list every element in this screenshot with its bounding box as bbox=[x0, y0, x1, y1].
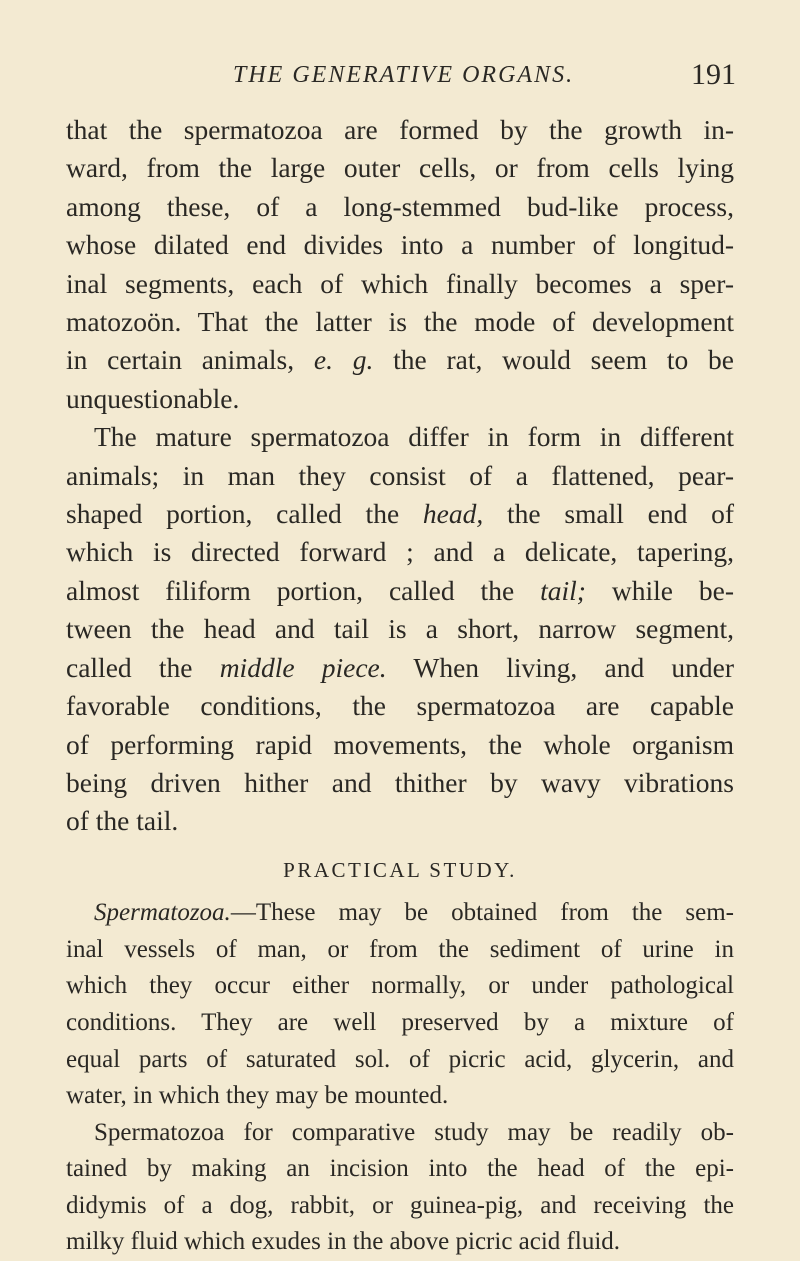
text-line: which they occur either normally, or under pathological bbox=[66, 972, 734, 1000]
text-line: tween the head and tail is a short, narrow segment, bbox=[66, 613, 734, 645]
italic-term-tail: tail; bbox=[540, 574, 586, 606]
text-line: favorable conditions, the spermatozoa are capable bbox=[66, 690, 734, 722]
text-line: ward, from the large outer cells, or from cells lying bbox=[66, 152, 734, 184]
section-heading: PRACTICAL STUDY. bbox=[283, 857, 517, 882]
text-run: almost filiform portion, called the bbox=[66, 574, 515, 606]
text-line bbox=[66, 895, 734, 932]
text-line: of performing rapid movements, the whole organism bbox=[66, 728, 734, 760]
text-line: inal segments, each of which finally becomes a sper- bbox=[66, 267, 734, 299]
text-line bbox=[66, 341, 734, 379]
text-line: that the spermatozoa are formed by the growth in- bbox=[66, 114, 734, 145]
italic-abbreviation: e. g. bbox=[313, 344, 374, 376]
text-line: Spermatozoa for comparative study may be readily ob- bbox=[94, 1118, 734, 1146]
paragraph-continuation bbox=[66, 111, 734, 418]
text-line bbox=[66, 495, 734, 533]
text-line bbox=[66, 649, 734, 687]
text-line: milky fluid which exudes in the above picric acid fluid. bbox=[66, 1228, 621, 1256]
text-line: matozoön. That the latter is the mode of development bbox=[66, 306, 734, 338]
text-line: whose dilated end divides into a number of longitud- bbox=[66, 229, 734, 261]
text-line: didymis of a dog, rabbit, or guinea-pig, and receiving the bbox=[66, 1191, 734, 1219]
text-line: conditions. They are well preserved by a mixture of bbox=[66, 1008, 734, 1036]
text-line: animals; in man they consist of a flattened, pear- bbox=[66, 459, 734, 491]
text-run: while be- bbox=[611, 574, 735, 606]
text-line: The mature spermatozoa differ in form in different bbox=[94, 421, 734, 453]
text-line: among these, of a long-stemmed bud-like process, bbox=[66, 190, 734, 222]
text-run: When living, and under bbox=[413, 651, 735, 683]
running-head-title: THE GENERATIVE ORGANS. bbox=[233, 62, 575, 88]
italic-run-in-heading: Spermatozoa. bbox=[94, 899, 231, 927]
paragraph-practical-study bbox=[66, 895, 734, 1115]
text-run: shaped portion, called the bbox=[66, 498, 400, 530]
paragraph-comparative-study bbox=[66, 1115, 734, 1261]
text-line: being driven hither and thither by wavy vibrations bbox=[66, 766, 734, 798]
italic-term-middle-piece: middle piece. bbox=[219, 651, 387, 683]
text-run: called the bbox=[66, 651, 193, 683]
body-text bbox=[66, 111, 734, 1261]
page-number: 191 bbox=[691, 58, 736, 91]
text-line: tained by making an incision into the head of the epi- bbox=[66, 1155, 734, 1183]
text-line: inal vessels of man, or from the sediment of urine in bbox=[66, 935, 734, 963]
text-run: in certain animals, bbox=[66, 344, 295, 376]
text-line: water, in which they may be mounted. bbox=[66, 1082, 449, 1110]
text-line: of the tail. bbox=[66, 805, 179, 837]
text-line bbox=[66, 572, 734, 610]
text-line: unquestionable. bbox=[66, 382, 240, 414]
text-line: which is directed forward ; and a delicate, tapering, bbox=[66, 536, 734, 568]
text-run: the small end of bbox=[507, 498, 735, 530]
italic-term-head: head, bbox=[422, 498, 484, 530]
text-run: the rat, would seem to be bbox=[393, 344, 734, 376]
text-line: equal parts of saturated sol. of picric acid, glycerin, and bbox=[66, 1045, 734, 1073]
paragraph-spermatozoa-form bbox=[66, 418, 734, 840]
text-run: —These may be obtained from the sem- bbox=[230, 899, 734, 927]
